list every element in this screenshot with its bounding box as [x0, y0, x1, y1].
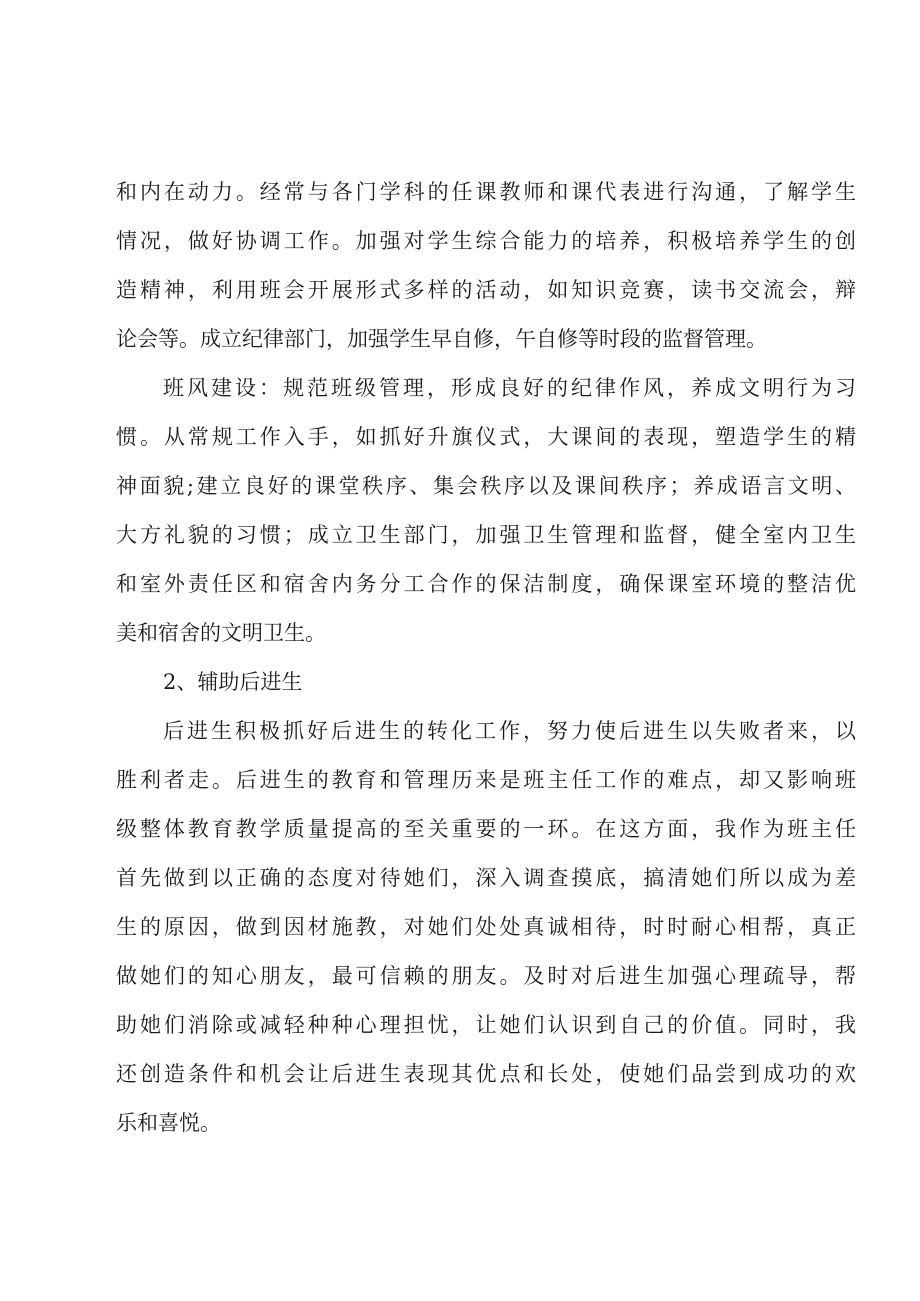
text-line: 论会等。成立纪律部门，加强学生早自修，午自修等时段的监督管理。 — [116, 327, 767, 351]
text-line: 情况，做好协调工作。加强对学生综合能力的培养，积极培养学生的创 — [116, 229, 856, 253]
text-line: 首先做到以正确的态度对待她们，深入调查摸底，搞清她们所以成为差 — [116, 866, 856, 890]
text-line: 惯。从常规工作入手，如抓好升旗仪式，大课间的表现，塑造学生的精 — [116, 425, 856, 449]
text-line: 级整体教育教学质量提高的至关重要的一环。在这方面，我作为班主任 — [116, 817, 856, 841]
text-line: 助她们消除或减轻种种心理担忧，让她们认识到自己的价值。同时，我 — [116, 1013, 856, 1037]
text-line: 和内在动力。经常与各门学科的任课教师和课代表进行沟通，了解学生 — [116, 180, 856, 204]
section-heading: 2、辅助后进生 — [163, 670, 303, 694]
text-line: 乐和喜悦。 — [116, 1111, 221, 1135]
text-line: 胜利者走。后进生的教育和管理历来是班主任工作的难点，却又影响班 — [116, 768, 856, 792]
text-line: 还创造条件和机会让后进生表现其优点和长处，使她们品尝到成功的欢 — [116, 1062, 856, 1086]
document-body — [116, 168, 856, 1148]
text-line: 班风建设：规范班级管理，形成良好的纪律作风，养成文明行为习 — [163, 376, 856, 400]
text-line: 生的原因，做到因材施教，对她们处处真诚相待，时时耐心相帮，真正 — [116, 915, 856, 939]
text-line: 美和宿舍的文明卫生。 — [116, 621, 326, 645]
text-line: 和室外责任区和宿舍内务分工合作的保洁制度，确保课室环境的整洁优 — [116, 572, 856, 596]
text-line: 做她们的知心朋友，最可信赖的朋友。及时对后进生加强心理疏导，帮 — [116, 964, 856, 988]
text-line: 造精神，利用班会开展形式多样的活动，如知识竞赛，读书交流会，辩 — [116, 278, 856, 302]
text-line: 后进生积极抓好后进生的转化工作，努力使后进生以失败者来，以 — [163, 719, 856, 743]
text-line: 神面貌;建立良好的课堂秩序、集会秩序以及课间秩序；养成语言文明、 — [116, 474, 856, 498]
text-line: 大方礼貌的习惯；成立卫生部门，加强卫生管理和监督，健全室内卫生 — [116, 523, 856, 547]
